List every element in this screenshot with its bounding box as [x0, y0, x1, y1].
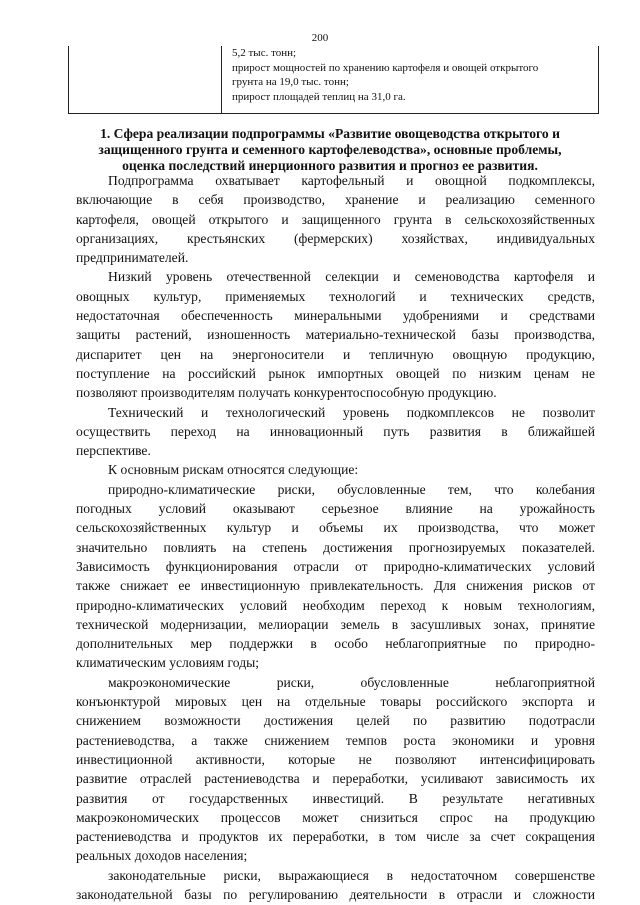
text-line: перспективе.	[76, 443, 151, 459]
text-line: законодательные риски, выражающиеся в недостаточном совершенстве	[108, 867, 595, 883]
text-line: технической модернизации, мелиорации земель в засушливых зонах, принятие	[76, 616, 595, 632]
text-line: сельскохозяйственных культур и объемы их производства, что может	[76, 520, 595, 536]
text-line: предпринимателей.	[76, 250, 189, 266]
text-line: Подпрограмма охватывает картофельный и овощной подкомплексы,	[108, 173, 595, 188]
table-fragment	[68, 46, 599, 114]
page-number: 200	[311, 32, 329, 44]
text-line: растениеводства и продуктов их переработки, в том числе за счет сокращения	[76, 829, 595, 845]
text-line: макроэкономических процессов может снизиться спрос на продукцию	[76, 809, 595, 825]
text-line: развития от государственных инвестиций. В результате негативных	[76, 790, 595, 806]
text-line: инвестиционной активности, которые не позволяют интенсифицировать	[76, 751, 595, 767]
text-line: диспаритет цен на энергоносители и тепличную овощную продукцию,	[76, 346, 595, 362]
text-line: позволяют производителям получать конкурентоспособную продукцию.	[76, 385, 497, 401]
body-text	[76, 171, 595, 904]
table-cell-line: прирост мощностей по хранению картофеля и овощей открытого	[232, 61, 539, 74]
text-line: макроэкономические риски, обусловленные неблагоприятной	[108, 674, 595, 690]
text-line: климатическим условиям годы;	[76, 655, 260, 671]
text-line: Технический и технологический уровень подкомплексов не позволит	[108, 404, 595, 420]
text-line: снижением возможности достижения целей по развитию подотрасли	[76, 713, 595, 729]
text-line: также снижает ее инвестиционную привлекательность. Для снижения рисков от	[76, 578, 595, 594]
text-line: Низкий уровень отечественной селекции и семеноводства картофеля и	[108, 269, 595, 285]
table-cell-line: грунта на 19,0 тыс. тонн;	[232, 76, 349, 88]
text-line: погодных условий оказывают серьезное влияние на урожайность	[76, 501, 595, 517]
text-line: осуществить переход на инновационный путь развития в ближайшей	[76, 423, 595, 439]
text-line: реальных доходов населения;	[76, 848, 248, 864]
text-line: поступление на российский рынок импортных овощей по низким ценам не	[76, 365, 595, 381]
table-cell-line: прирост площадей теплиц на 31,0 га.	[232, 90, 406, 103]
section-heading-line: оценка последствий инерционного развития и прогноз ее развития.	[122, 158, 538, 173]
text-line: значительно повлиять на степень достижения прогнозируемых показателей.	[76, 539, 595, 555]
section-heading-line: 1. Сфера реализации подпрограммы «Развитие овощеводства открытого и	[100, 126, 560, 141]
text-line: растениеводства, а также снижением темпов роста экономики и уровня	[76, 732, 595, 748]
text-line: картофеля, овощей открытого и защищенного грунта в сельскохозяйственных	[76, 211, 595, 227]
text-line: недостаточная обеспеченность минеральными удобрениями и средствами	[76, 308, 595, 324]
section-heading-line: защищенного грунта и семенного картофелеводства», основные проблемы,	[98, 142, 562, 157]
text-line: овощных культур, применяемых технологий и технических средств,	[76, 288, 595, 304]
text-line: природно-климатические риски, обусловленные тем, что колебания	[108, 481, 595, 497]
table-cell	[232, 46, 592, 104]
table-cell-line: 5,2 тыс. тонн;	[232, 47, 297, 59]
text-line: включающие в себя производство, хранение и реализацию семенного	[76, 192, 595, 208]
text-line: природно-климатических условий необходим переход к новым технологиям,	[76, 597, 595, 613]
text-line: организациях, крестьянских (фермерских) хозяйствах, индивидуальных	[76, 230, 595, 246]
table-column-divider	[221, 46, 222, 113]
section-heading	[60, 126, 600, 174]
text-line: развитие отраслей растениеводства и переработки, усиливают зависимость их	[76, 771, 595, 787]
text-line: конъюнктурой мировых цен на отдельные товары российского экспорта и	[76, 694, 595, 710]
text-line: защиты растений, изношенность материально-технической базы производства,	[76, 327, 595, 343]
text-line: Зависимость функционирования отрасли от природно-климатических условий	[76, 558, 595, 574]
text-line: дополнительных мер поддержки в особо неблагоприятные по природно-	[76, 636, 595, 652]
text-line: законодательной базы по регулированию деятельности в отрасли и сложности	[76, 886, 595, 902]
text-line: К основным рискам относятся следующие:	[108, 462, 359, 478]
